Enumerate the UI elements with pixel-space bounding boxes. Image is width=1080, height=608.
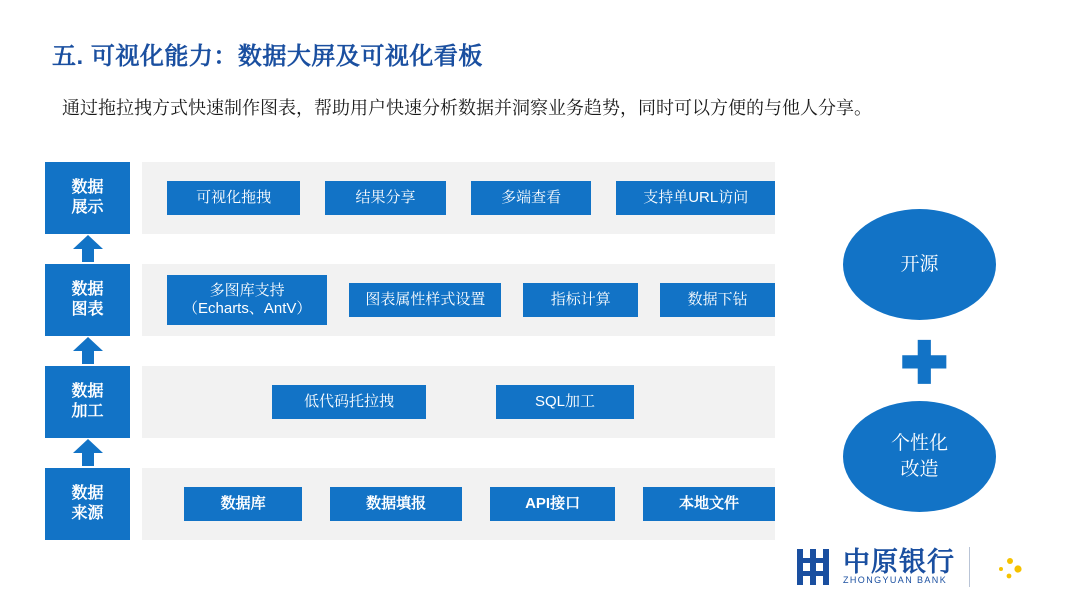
- chip-local-file[interactable]: 本地文件: [643, 487, 775, 521]
- row-label-line2: 来源: [71, 505, 104, 522]
- chip-api-interface[interactable]: API接口: [490, 487, 615, 521]
- row-label-data-chart: [45, 264, 130, 336]
- chip-multi-chart-lib-line2: （Echarts、AntV）: [183, 300, 312, 317]
- bank-name: [843, 548, 955, 586]
- row-body-data-display: [142, 162, 775, 234]
- chip-multi-chart-lib[interactable]: [167, 275, 327, 325]
- chip-chart-style-settings[interactable]: 图表属性样式设置: [349, 283, 501, 317]
- ellipse-open-source-label: 开源: [900, 253, 939, 275]
- logo-divider: [969, 547, 970, 587]
- arrow-up-2: [73, 337, 103, 364]
- chip-visual-drag[interactable]: 可视化拖拽: [167, 181, 300, 215]
- row-data-processing: [45, 366, 775, 438]
- row-label-line2: 加工: [71, 403, 104, 420]
- bank-logo-icon: [791, 545, 835, 589]
- bank-name-cn: 中原银行: [843, 546, 955, 577]
- page-subtitle: 通过拖拉拽方式快速制作图表，帮助用户快速分析数据并洞察业务趋势，同时可以方便的与他人分享。: [62, 98, 872, 118]
- footer-logo: [791, 540, 1050, 594]
- row-label-data-source: [45, 468, 130, 540]
- ellipse-customization: [843, 401, 996, 512]
- chip-single-url-access[interactable]: 支持单URL访问: [616, 181, 775, 215]
- row-label-line2: 图表: [71, 301, 104, 318]
- row-label-data-display: [45, 162, 130, 234]
- bank-name-en: ZHONGYUAN BANK: [843, 575, 948, 586]
- plus-icon: ✚: [900, 331, 949, 396]
- page-title: 五. 可视化能力：数据大屏及可视化看板: [52, 43, 483, 70]
- row-body-data-source: [142, 468, 775, 540]
- chip-sql-processing[interactable]: SQL加工: [496, 385, 634, 419]
- arrow-up-3: [73, 439, 103, 466]
- ellipse-customization-line1: 个性化: [890, 432, 948, 454]
- chip-multi-chart-lib-line1: 多图库支持: [209, 282, 285, 299]
- row-label-line1: 数据: [71, 179, 104, 196]
- chip-result-share[interactable]: 结果分享: [325, 181, 446, 215]
- row-label-data-processing: [45, 366, 130, 438]
- chip-database[interactable]: 数据库: [184, 487, 302, 521]
- row-body-data-processing: [142, 366, 775, 438]
- chip-lowcode-drag[interactable]: 低代码托拉拽: [272, 385, 426, 419]
- row-label-line1: 数据: [71, 281, 104, 298]
- chip-data-drilldown[interactable]: 数据下钻: [660, 283, 775, 317]
- row-body-data-chart: [142, 264, 775, 336]
- row-data-chart: [45, 264, 775, 336]
- arrow-up-1: [73, 235, 103, 262]
- partner-mark-icon: [984, 545, 1050, 589]
- chip-metric-calculation[interactable]: 指标计算: [523, 283, 638, 317]
- ellipse-customization-line2: 改造: [900, 458, 939, 480]
- chip-multi-device-view[interactable]: 多端查看: [471, 181, 592, 215]
- row-label-line2: 展示: [71, 199, 104, 216]
- ellipse-open-source: [843, 209, 996, 320]
- chip-data-reporting[interactable]: 数据填报: [330, 487, 462, 521]
- row-label-line1: 数据: [71, 383, 104, 400]
- row-data-source: [45, 468, 775, 540]
- row-data-display: [45, 162, 775, 234]
- row-label-line1: 数据: [71, 485, 104, 502]
